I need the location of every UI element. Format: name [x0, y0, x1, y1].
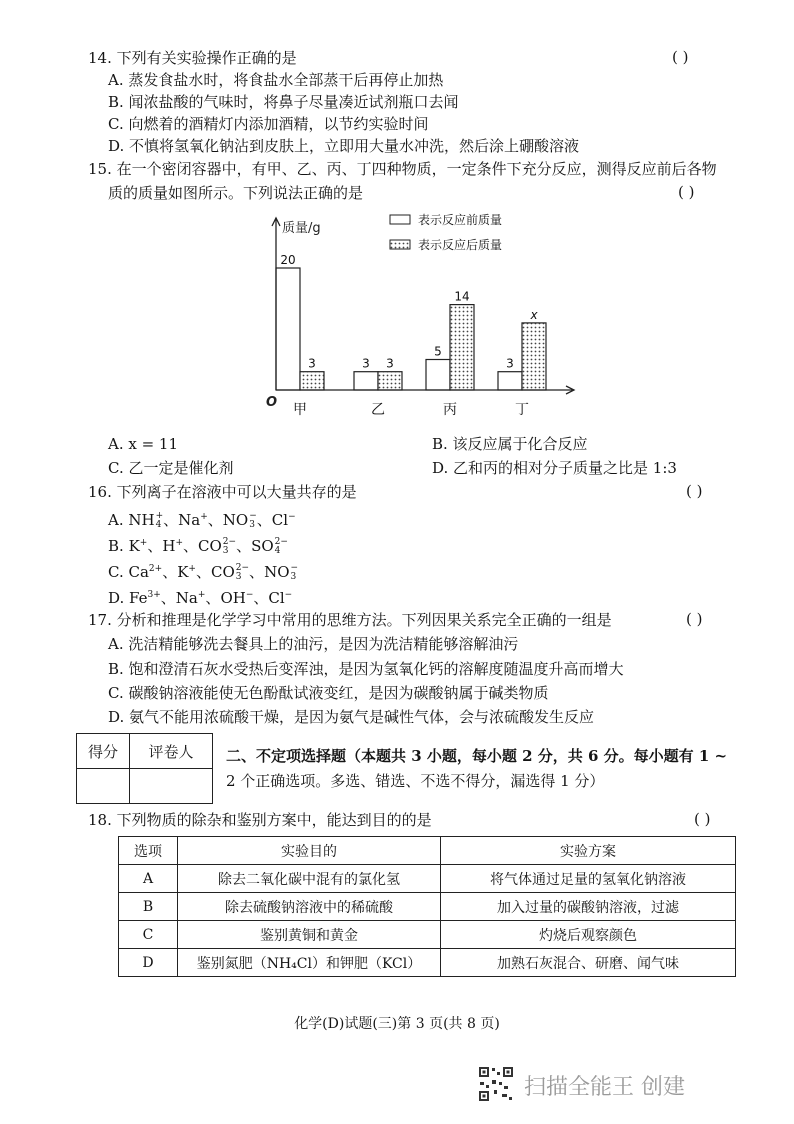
q14-option-b: B. 闻浓盐酸的气味时，将鼻子尽量凑近试剂瓶口去闻	[108, 93, 459, 111]
ion: OH−	[220, 589, 254, 607]
table-row	[119, 893, 736, 921]
bar-before	[354, 372, 378, 390]
bar-before-value-label: 5	[434, 344, 442, 359]
bar-after-value-label: x	[530, 307, 538, 322]
legend-swatch-after	[390, 240, 410, 249]
ion: CO 2− 3	[198, 537, 237, 556]
ion: $Ca^{2+}$	[128, 563, 163, 581]
table-cell: 鉴别黄铜和黄金	[178, 921, 441, 949]
score-box	[76, 733, 213, 804]
q16-option-c: C. $Ca^{2+}$、K+、CO 2− 3 、NO − 3	[108, 563, 299, 582]
origin-label: O	[266, 395, 278, 410]
ion: K+	[177, 563, 196, 581]
table-cell: B	[119, 893, 178, 921]
ion: K+	[128, 537, 148, 555]
q14-answer-paren: ( )	[672, 48, 689, 66]
grader-label: 评卷人	[130, 734, 213, 769]
category-label: 丁	[515, 402, 529, 418]
q15-option-a: A. x = 11	[108, 435, 179, 453]
table-cell: 加入过量的碳酸钠溶液，过滤	[441, 893, 736, 921]
q14-option-c: C. 向燃着的酒精灯内添加酒精，以节约实验时间	[108, 115, 429, 133]
table-cell: 鉴别氮肥（NH₄Cl）和钾肥（KCl）	[178, 949, 441, 977]
ion: CO 2− 3	[210, 563, 250, 582]
watermark: 扫描全能王 创建	[524, 1075, 685, 1100]
q18-table	[118, 836, 736, 977]
category-label: 甲	[293, 402, 307, 418]
ion: NO − 3	[264, 563, 299, 582]
q15-stem-line2: 质的质量如图所示。下列说法正确的是	[108, 184, 364, 202]
qr-code-icon	[478, 1066, 514, 1102]
category-label: 丙	[443, 402, 457, 418]
table-cell: 将气体通过足量的氢氧化钠溶液	[441, 865, 736, 893]
bar-before	[276, 268, 300, 390]
bar-before-value-label: 3	[506, 356, 514, 371]
table-row	[119, 865, 736, 893]
mass-bar-chart	[262, 206, 582, 420]
bar-before	[498, 372, 522, 390]
grader-cell	[130, 769, 213, 804]
bar-after	[378, 372, 402, 390]
q15-option-d: D. 乙和丙的相对分子质量之比是 1:3	[432, 459, 677, 477]
bar-before-value-label: 20	[280, 253, 296, 267]
ion: H+	[162, 537, 183, 555]
q17-option-a: A. 洗洁精能够洗去餐具上的油污，是因为洗洁精能够溶解油污	[108, 635, 519, 653]
bar-after-value-label: 3	[308, 356, 316, 371]
table-row	[119, 921, 736, 949]
bar-before	[426, 360, 450, 391]
ion: Cl−	[268, 589, 293, 607]
table-header: 选项	[119, 837, 178, 865]
q17-option-d: D. 氨气不能用浓硫酸干燥，是因为氨气是碱性气体，会与浓硫酸发生反应	[108, 708, 595, 726]
q15-option-c: C. 乙一定是催化剂	[108, 459, 234, 477]
q15-option-b: B. 该反应属于化合反应	[432, 435, 588, 453]
table-cell: 加熟石灰混合、研磨、闻气味	[441, 949, 736, 977]
ion: NH + 4	[128, 511, 164, 530]
q17-answer-paren: ( )	[686, 610, 703, 628]
q15-stem-line1: 15. 在一个密闭容器中，有甲、乙、丙、丁四种物质，一定条件下充分反应，测得反应前后各物	[88, 160, 717, 178]
ion: SO 2− 4	[251, 537, 288, 556]
legend-label-after: 表示反应后质量	[418, 238, 503, 252]
table-header: 实验方案	[441, 837, 736, 865]
q14-option-d: D. 不慎将氢氧化钠沾到皮肤上，立即用大量水冲洗，然后涂上硼酸溶液	[108, 137, 580, 155]
q16-option-a: A. NH + 4 、Na+、NO − 3 、Cl−	[108, 511, 296, 530]
legend-label-before: 表示反应前质量	[418, 213, 503, 227]
y-axis-label: 质量/g	[282, 221, 321, 236]
table-cell: 除去硫酸钠溶液中的稀硫酸	[178, 893, 441, 921]
ion: Na+	[175, 589, 206, 607]
ion: Cl−	[271, 511, 296, 529]
category-label: 乙	[371, 402, 385, 418]
q18-answer-paren: ( )	[694, 810, 711, 828]
q17-stem: 17. 分析和推理是化学学习中常用的思维方法。下列因果关系完全正确的一组是	[88, 611, 612, 629]
page-footer: 化学(D)试题(三)第 3 页(共 8 页)	[294, 1016, 500, 1032]
q17-option-b: B. 饱和澄清石灰水受热后变浑浊，是因为氢氧化钙的溶解度随温度升高而增大	[108, 660, 624, 678]
q16-stem: 16. 下列离子在溶液中可以大量共存的是	[88, 483, 357, 501]
q14-stem: 14. 下列有关实验操作正确的是	[88, 49, 297, 67]
bar-after	[300, 372, 324, 390]
section2-title-line1: 二、不定项选择题（本题共 3 小题，每小题 2 分，共 6 分。每小题有 1 ~	[226, 747, 728, 765]
table-row	[119, 949, 736, 977]
q16-option-d: D. $Fe^{3+}$、Na+、OH−、Cl−	[108, 589, 293, 607]
bar-after	[450, 305, 474, 390]
table-cell: A	[119, 865, 178, 893]
bar-after-value-label: 14	[454, 289, 470, 304]
q16-option-b: B. K+、H+、CO 2− 3 、SO 2− 4	[108, 537, 288, 556]
bar-after-value-label: 3	[386, 356, 394, 371]
table-cell: D	[119, 949, 178, 977]
ion: NO − 3	[222, 511, 257, 530]
legend-swatch-before	[390, 215, 410, 224]
table-cell: 除去二氧化碳中混有的氯化氢	[178, 865, 441, 893]
bar-before-value-label: 3	[362, 356, 370, 371]
table-header-row	[119, 837, 736, 865]
q16-answer-paren: ( )	[686, 482, 703, 500]
score-cell	[77, 769, 130, 804]
bar-after	[522, 323, 546, 390]
ion: $Fe^{3+}$	[129, 589, 161, 607]
q14-option-a: A. 蒸发食盐水时，将食盐水全部蒸干后再停止加热	[108, 71, 444, 89]
ion: Na+	[178, 511, 208, 529]
table-cell: C	[119, 921, 178, 949]
q18-stem: 18. 下列物质的除杂和鉴别方案中，能达到目的的是	[88, 811, 432, 829]
q17-option-c: C. 碳酸钠溶液能使无色酚酞试液变红，是因为碳酸钠属于碱类物质	[108, 684, 549, 702]
table-cell: 灼烧后观察颜色	[441, 921, 736, 949]
section2-title-line2: 2 个正确选项。多选、错选、不选不得分，漏选得 1 分）	[226, 772, 605, 790]
table-header: 实验目的	[178, 837, 441, 865]
score-label: 得分	[77, 734, 130, 769]
q15-answer-paren: ( )	[678, 183, 695, 201]
